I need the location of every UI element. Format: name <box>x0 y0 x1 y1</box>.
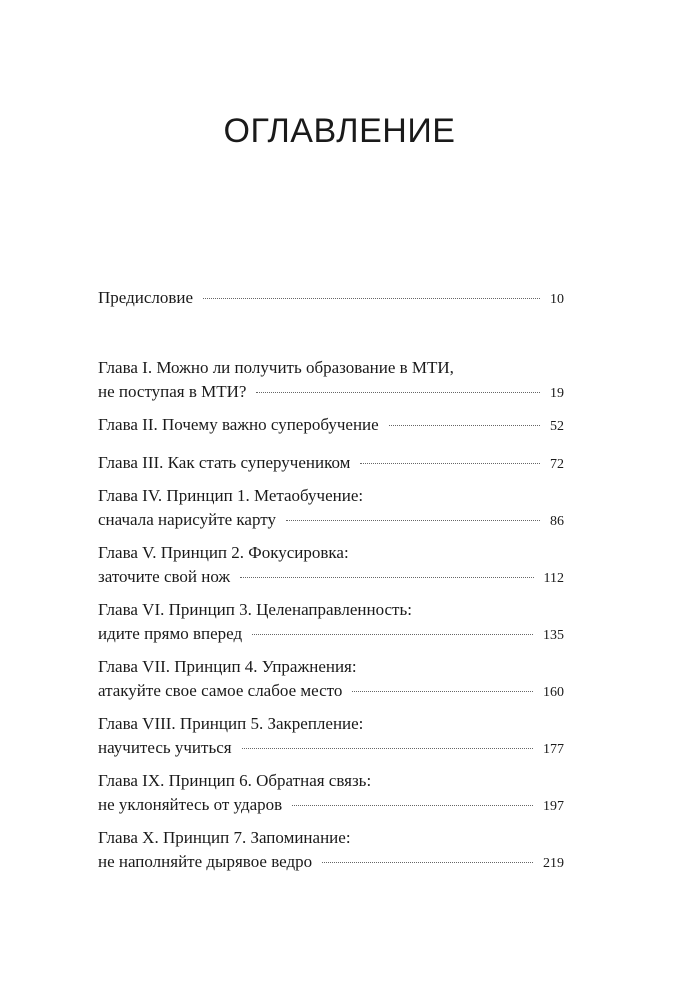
page-title: ОГЛАВЛЕНИЕ <box>223 112 456 150</box>
toc-entry[interactable] <box>98 451 564 477</box>
toc-page-number: 52 <box>550 419 564 434</box>
toc-page-number: 10 <box>550 292 564 307</box>
toc-entry-subtitle: заточите свой нож <box>98 567 231 586</box>
toc-entry-subtitle: не поступая в МТИ? <box>98 382 247 401</box>
toc-entry[interactable] <box>98 413 564 439</box>
dot-leader <box>360 463 540 464</box>
toc-entry-title: Глава IX. Принцип 6. Обратная связь: <box>98 771 372 790</box>
toc-entry-title: Глава III. Как стать суперучеником <box>98 453 351 472</box>
toc-entry-title: Глава I. Можно ли получить образование в МТИ, <box>98 358 454 377</box>
toc-entry-title: Предисловие <box>98 288 194 307</box>
dot-leader <box>286 520 540 521</box>
toc-entry-subtitle: атакуйте свое самое слабое место <box>98 681 343 700</box>
toc-page-number: 72 <box>550 457 564 472</box>
toc-entry[interactable] <box>98 286 564 312</box>
dot-leader <box>252 634 533 635</box>
toc-entry[interactable] <box>98 541 564 591</box>
dot-leader <box>389 425 540 426</box>
toc-entry-subtitle: не наполняйте дырявое ведро <box>98 852 313 871</box>
toc-entry-subtitle: научитесь учиться <box>98 738 232 757</box>
toc-entry[interactable] <box>98 356 564 406</box>
dot-leader <box>256 392 540 393</box>
toc-page-number: 177 <box>543 742 564 757</box>
dot-leader <box>242 748 533 749</box>
toc-entry-title: Глава IV. Принцип 1. Метаобучение: <box>98 486 364 505</box>
toc-entry[interactable] <box>98 655 564 705</box>
dot-leader <box>292 805 533 806</box>
dot-leader <box>352 691 533 692</box>
dot-leader <box>240 577 533 578</box>
dot-leader <box>203 298 540 299</box>
dot-leader <box>322 862 533 863</box>
toc-page-number: 112 <box>543 571 564 586</box>
toc-entry[interactable] <box>98 769 564 819</box>
toc-entry-title: Глава VI. Принцип 3. Целенаправленность: <box>98 600 412 619</box>
toc-entry-title: Глава X. Принцип 7. Запоминание: <box>98 828 351 847</box>
toc-page-number: 19 <box>550 386 564 401</box>
toc-page-number: 160 <box>543 685 564 700</box>
toc-entry[interactable] <box>98 598 564 648</box>
toc-page-number: 197 <box>543 799 564 814</box>
toc-entry-subtitle: идите прямо вперед <box>98 624 243 643</box>
toc-page-number: 219 <box>543 856 564 871</box>
toc-entry-title: Глава VIII. Принцип 5. Закрепление: <box>98 714 364 733</box>
toc-page-number: 135 <box>543 628 564 643</box>
toc-page-number: 86 <box>550 514 564 529</box>
toc-entry-subtitle: не уклоняйтесь от ударов <box>98 795 283 814</box>
toc-entry-title: Глава V. Принцип 2. Фокусировка: <box>98 543 349 562</box>
toc-entry-title: Глава II. Почему важно суперобучение <box>98 415 379 434</box>
toc-entry[interactable] <box>98 826 564 876</box>
toc-entry-subtitle: сначала нарисуйте карту <box>98 510 276 529</box>
toc-entry[interactable] <box>98 484 564 534</box>
toc-entry[interactable] <box>98 712 564 762</box>
toc-entry-title: Глава VII. Принцип 4. Упражнения: <box>98 657 357 676</box>
